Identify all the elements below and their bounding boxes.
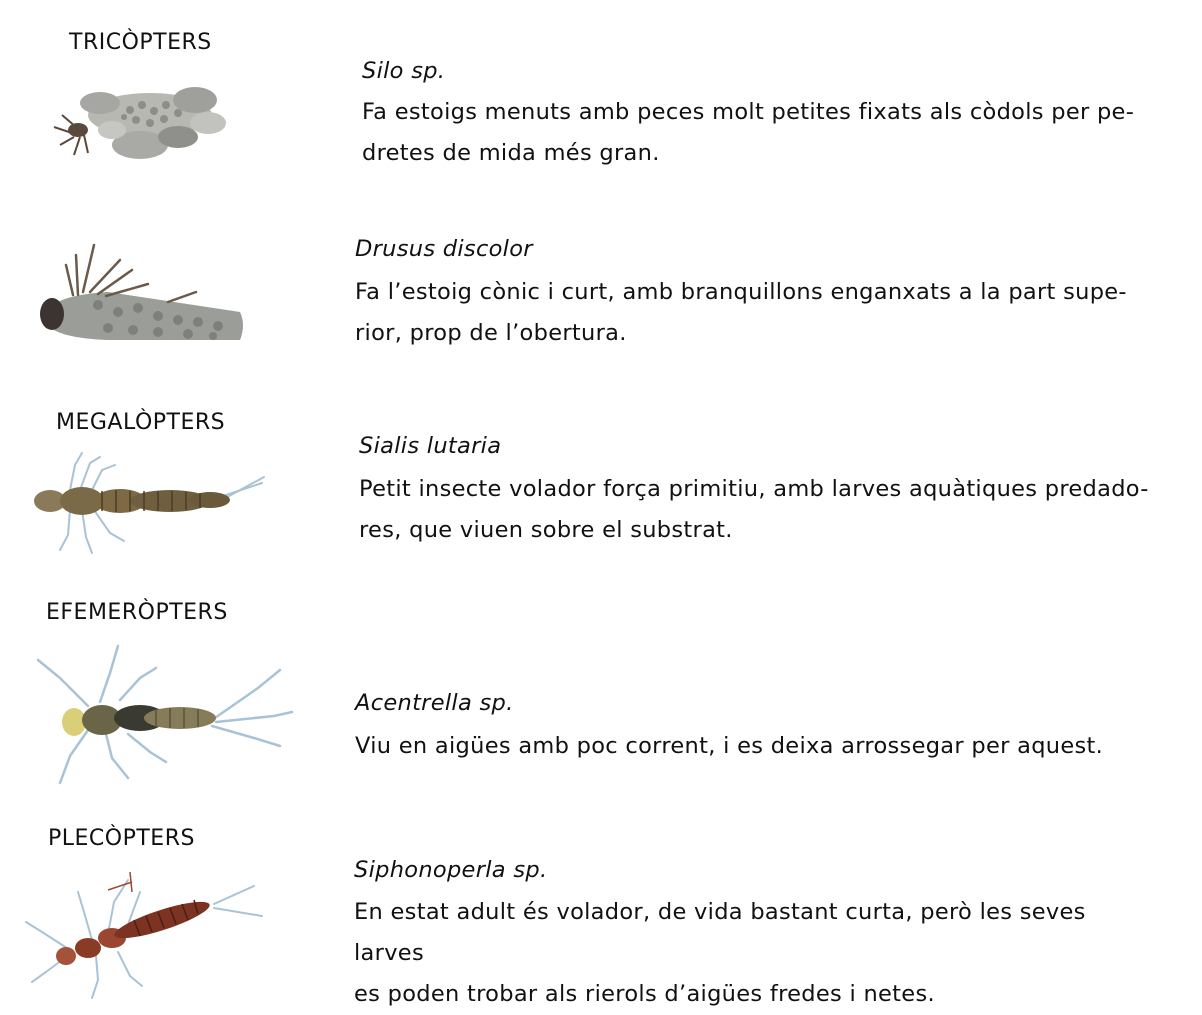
caddisfly-twig-case-illustration bbox=[28, 240, 253, 350]
caddisfly-stone-case-illustration bbox=[40, 75, 240, 175]
group-title-megalopters: MEGALÒPTERS bbox=[56, 410, 226, 435]
description-line: rior, prop de l’obertura. bbox=[355, 320, 627, 346]
alderfly-larva-illustration bbox=[20, 445, 280, 560]
species-name: Silo sp. bbox=[362, 58, 446, 84]
species-name: Sialis lutaria bbox=[359, 433, 502, 459]
species-description bbox=[362, 92, 1162, 174]
description-line: dretes de mida més gran. bbox=[362, 140, 660, 166]
description-line: es poden trobar als rierols d’aigües fredes i netes. bbox=[354, 981, 935, 1007]
description-line: res, que viuen sobre el substrat. bbox=[359, 517, 733, 543]
group-title-efemeropters: EFEMERÒPTERS bbox=[46, 600, 228, 625]
stonefly-nymph-illustration bbox=[22, 862, 272, 1002]
description-line: Viu en aigües amb poc corrent, i es deixa arrossegar per aquest. bbox=[355, 733, 1104, 759]
group-title-plecopters: PLECÒPTERS bbox=[48, 826, 195, 851]
species-description bbox=[355, 272, 1155, 354]
description-line: Fa l’estoig cònic i curt, amb branquillons enganxats a la part supe- bbox=[355, 279, 1127, 305]
species-name: Acentrella sp. bbox=[355, 690, 514, 716]
description-line: En estat adult és volador, de vida bastant curta, però les seves larves bbox=[354, 899, 1086, 966]
species-name: Drusus discolor bbox=[355, 236, 533, 262]
species-description bbox=[354, 892, 1154, 1015]
description-line: Petit insecte volador força primitiu, amb larves aquàtiques predado- bbox=[359, 476, 1149, 502]
species-name: Siphonoperla sp. bbox=[354, 857, 548, 883]
species-description bbox=[359, 469, 1159, 551]
description-line: Fa estoigs menuts amb peces molt petites fixats als còdols per pe- bbox=[362, 99, 1135, 125]
species-description bbox=[355, 726, 1155, 767]
mayfly-nymph-illustration bbox=[30, 638, 295, 793]
group-title-tricopters: TRICÒPTERS bbox=[69, 30, 212, 55]
